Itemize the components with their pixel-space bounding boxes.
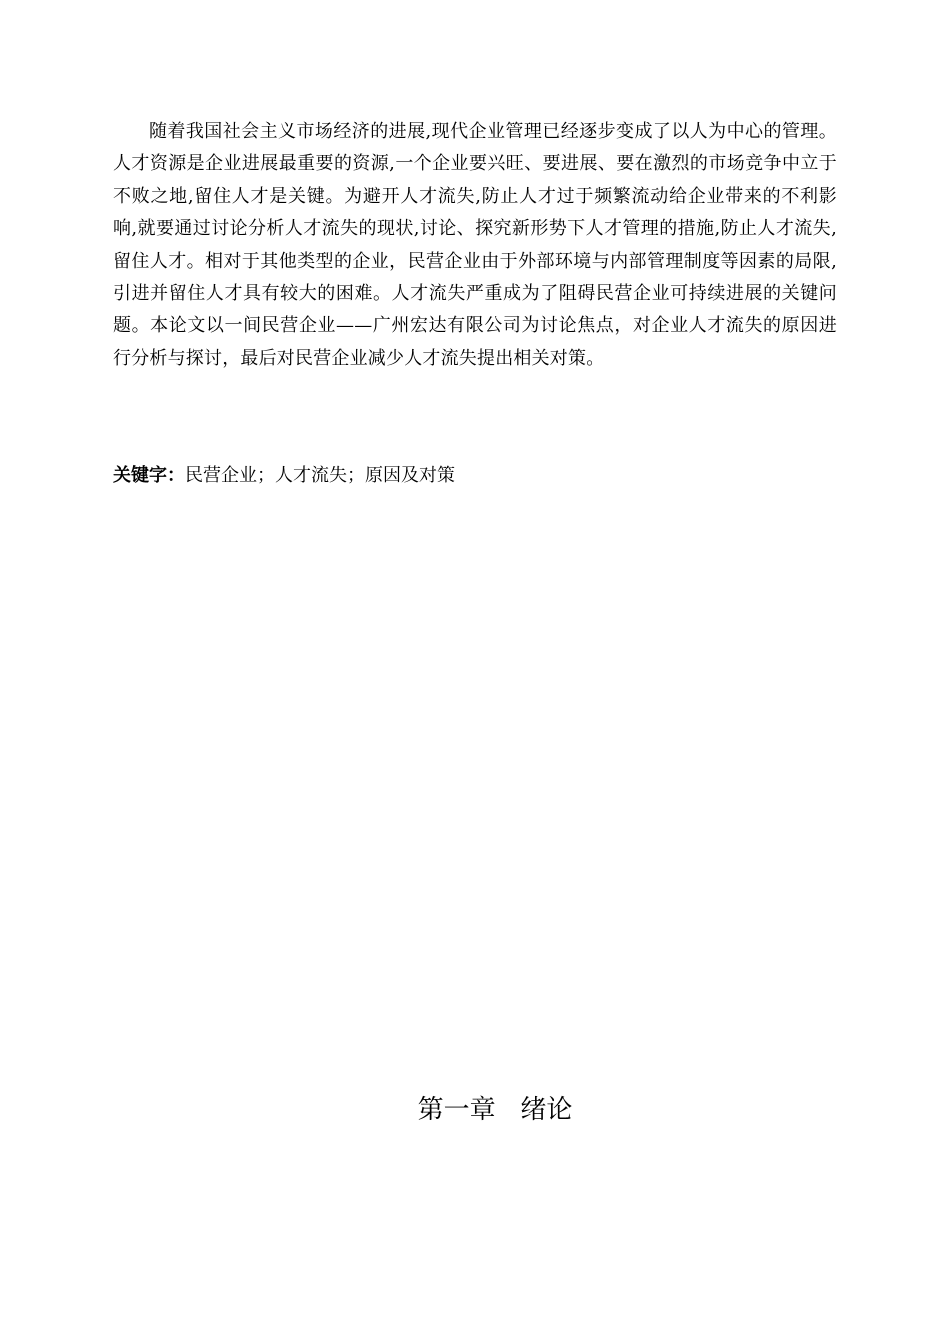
keywords-line (113, 460, 837, 492)
abstract-paragraph: 随着我国社会主义市场经济的进展,现代企业管理已经逐步变成了以人为中心的管理。人才资源是企业进展最重要的资源,一个企业要兴旺、要进展、要在激烈的市场竞争中立于不败之地,留住人才是关键。为避开人才流失,防止人才过于频繁流动给企业带来的不利影响,就要通过讨论分析人才流失的现状,讨论、探究新形势下人才管理的措施,防止人才流失,留住人才。相对于其他类型的企业，民营企业由于外部环境与内部管理制度等因素的局限, 引进并留住人才具有较大的困难。人才流失严重成为了阻碍民营企业可持续进展的关键问题。本论文以一间民营企业——广州宏达有限公司为讨论焦点，对企业人才流失的原因进行分析与探讨，最后对民营企业减少人才流失提出相关对策。 (113, 121, 837, 369)
chapter-title: 第一章 绪论 (417, 1095, 573, 1125)
keywords-label: 关键字： (113, 465, 185, 486)
keywords-value: 民营企业；人才流失；原因及对策 (185, 465, 455, 486)
